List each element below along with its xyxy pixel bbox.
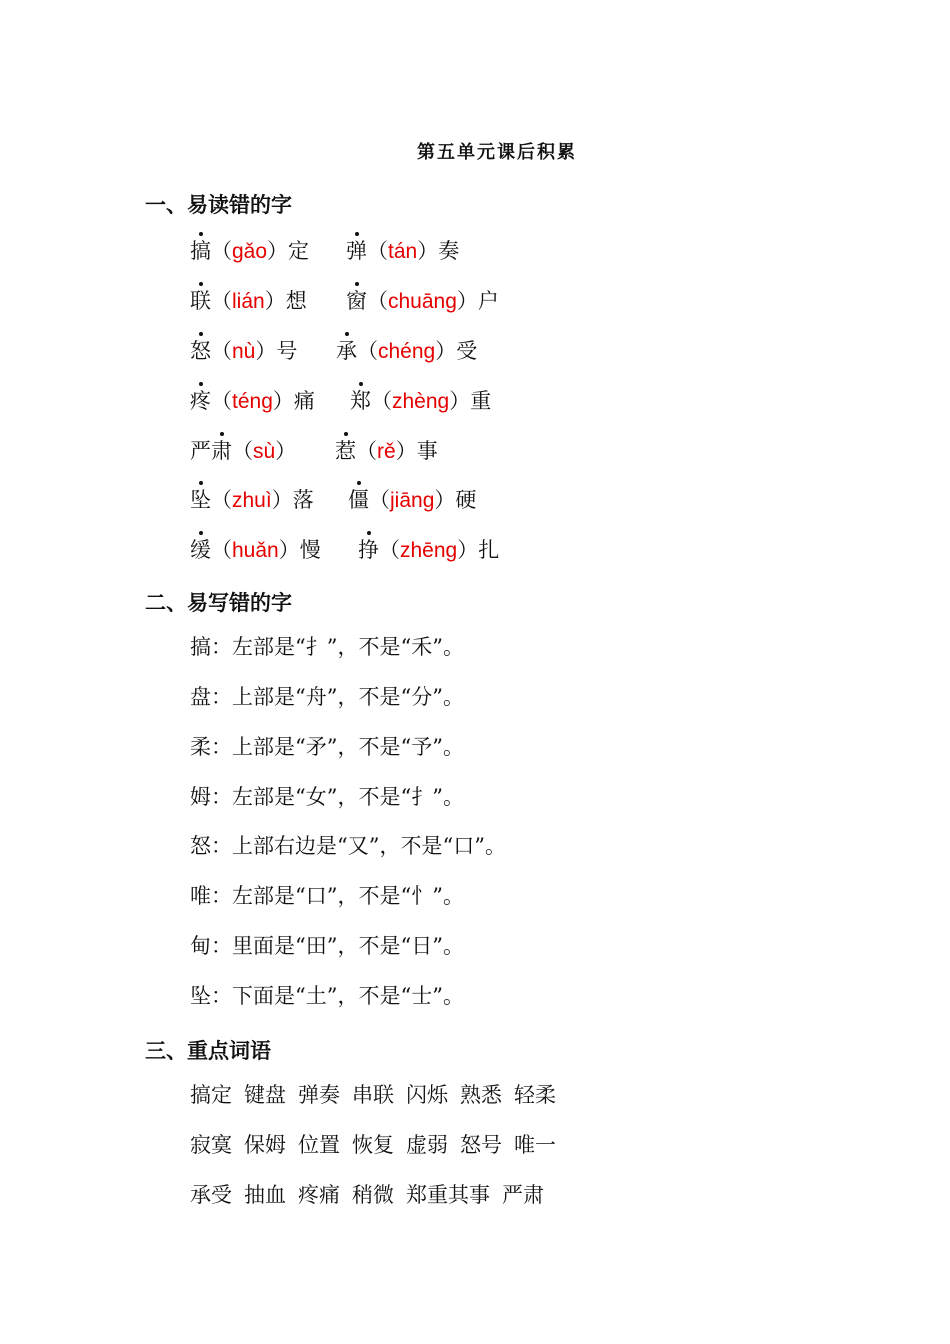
pinyin: rě [377,440,396,463]
open-paren: （ [232,439,253,463]
close-paren: ） [395,439,417,463]
section-heading-misread: 一、易读错的字 [145,193,292,217]
key-word: 疼痛 [298,1183,340,1207]
reading-suffix: 慢 [299,538,321,562]
close-paren: ） [456,289,478,313]
reading-suffix: 落 [292,488,314,512]
open-paren: （ [367,289,388,313]
dotted-character: 联 [190,289,211,313]
reading-suffix: 重 [470,389,492,413]
dotted-character: 承 [336,339,357,363]
open-paren: （ [369,488,390,512]
reading-item [190,441,296,462]
pinyin: nù [232,340,256,363]
close-paren: ） [434,488,456,512]
close-paren: ） [271,488,293,512]
dotted-character: 怒 [190,339,211,363]
rule-line: 盘：上部是“舟”，不是“分”。 [190,685,464,709]
open-paren: （ [211,289,232,313]
key-word: 恢复 [352,1133,394,1157]
reading-item [358,540,499,561]
section-heading-miswritten: 二、易写错的字 [145,591,292,615]
reading-suffix: 受 [456,339,478,363]
dotted-character: 郑 [350,389,371,413]
pinyin: gǎo [232,240,268,263]
key-word: 熟悉 [460,1083,502,1107]
dotted-character: 弹 [346,239,367,263]
close-paren: ） [267,239,289,263]
word-line [190,1085,568,1106]
key-word: 寂寞 [190,1133,232,1157]
pinyin: lián [232,290,265,313]
close-paren: ） [417,239,439,263]
key-word: 郑重其事 [406,1183,490,1207]
key-word: 唯一 [514,1133,556,1157]
reading-suffix: 事 [416,439,438,463]
rule-line: 搞：左部是“扌”，不是“禾”。 [190,635,464,659]
key-word: 虚弱 [406,1133,448,1157]
pinyin: téng [232,390,273,413]
word-line [190,1135,568,1156]
reading-item [346,291,499,312]
open-paren: （ [371,389,392,413]
dotted-character: 坠 [190,488,211,512]
reading-suffix: 硬 [455,488,477,512]
reading-item [335,441,438,462]
key-word: 键盘 [244,1083,286,1107]
reading-item [190,241,309,262]
open-paren: （ [211,488,232,512]
reading-prefix: 严 [190,439,211,463]
pinyin: tán [388,240,418,263]
reading-suffix: 号 [276,339,298,363]
reading-item [346,241,459,262]
open-paren: （ [211,389,232,413]
rule-line: 柔：上部是“矛”，不是“予”。 [190,735,464,759]
open-paren: （ [357,339,378,363]
dotted-character: 搞 [190,239,211,263]
reading-item [190,391,315,412]
dotted-character: 缓 [190,538,211,562]
dotted-character: 肃 [211,439,232,463]
key-word: 怒号 [460,1133,502,1157]
key-word: 串联 [352,1083,394,1107]
dotted-character: 僵 [348,488,369,512]
close-paren: ） [449,389,471,413]
key-word: 位置 [298,1133,340,1157]
open-paren: （ [211,538,232,562]
close-paren: ） [457,538,479,562]
reading-item [190,291,307,312]
dotted-character: 挣 [358,538,379,562]
rule-line: 怒：上部右边是“又”，不是“口”。 [190,834,506,858]
reading-item [190,540,321,561]
pinyin: chuāng [388,290,457,313]
rule-line: 唯：左部是“口”，不是“忄”。 [190,884,464,908]
close-paren: ） [278,538,300,562]
word-line [190,1185,556,1206]
reading-suffix: 定 [288,239,310,263]
rule-line: 坠：下面是“土”，不是“士”。 [190,984,464,1008]
reading-suffix: 奏 [438,239,460,263]
reading-suffix: 痛 [293,389,315,413]
key-word: 轻柔 [514,1083,556,1107]
dotted-character: 窗 [346,289,367,313]
page-title: 第五单元课后积累 [417,142,577,163]
key-word: 稍微 [352,1183,394,1207]
reading-suffix: 想 [285,289,307,313]
key-word: 搞定 [190,1083,232,1107]
pinyin: sù [253,440,276,463]
pinyin: zhèng [392,390,450,413]
open-paren: （ [356,439,377,463]
open-paren: （ [211,239,232,263]
reading-item [336,341,477,362]
close-paren: ） [255,339,277,363]
rule-line: 甸：里面是“田”，不是“日”。 [190,934,464,958]
close-paren: ） [275,439,297,463]
key-word: 保姆 [244,1133,286,1157]
pinyin: chéng [378,340,436,363]
close-paren: ） [264,289,286,313]
key-word: 承受 [190,1183,232,1207]
key-word: 弹奏 [298,1083,340,1107]
pinyin: huǎn [232,539,279,562]
open-paren: （ [379,538,400,562]
rule-line: 姆：左部是“女”，不是“扌”。 [190,785,464,809]
close-paren: ） [272,389,294,413]
reading-item [348,490,476,511]
reading-suffix: 户 [477,289,499,313]
key-word: 闪烁 [406,1083,448,1107]
pinyin: jiāng [390,489,435,512]
dotted-character: 疼 [190,389,211,413]
close-paren: ） [435,339,457,363]
section-heading-key-words: 三、重点词语 [145,1039,271,1063]
pinyin: zhuì [232,489,272,512]
pinyin: zhēng [400,539,458,562]
reading-item [350,391,491,412]
open-paren: （ [211,339,232,363]
reading-item [190,490,314,511]
open-paren: （ [367,239,388,263]
key-word: 严肃 [502,1183,544,1207]
key-word: 抽血 [244,1183,286,1207]
reading-item [190,341,297,362]
dotted-character: 惹 [335,439,356,463]
reading-suffix: 扎 [478,538,500,562]
